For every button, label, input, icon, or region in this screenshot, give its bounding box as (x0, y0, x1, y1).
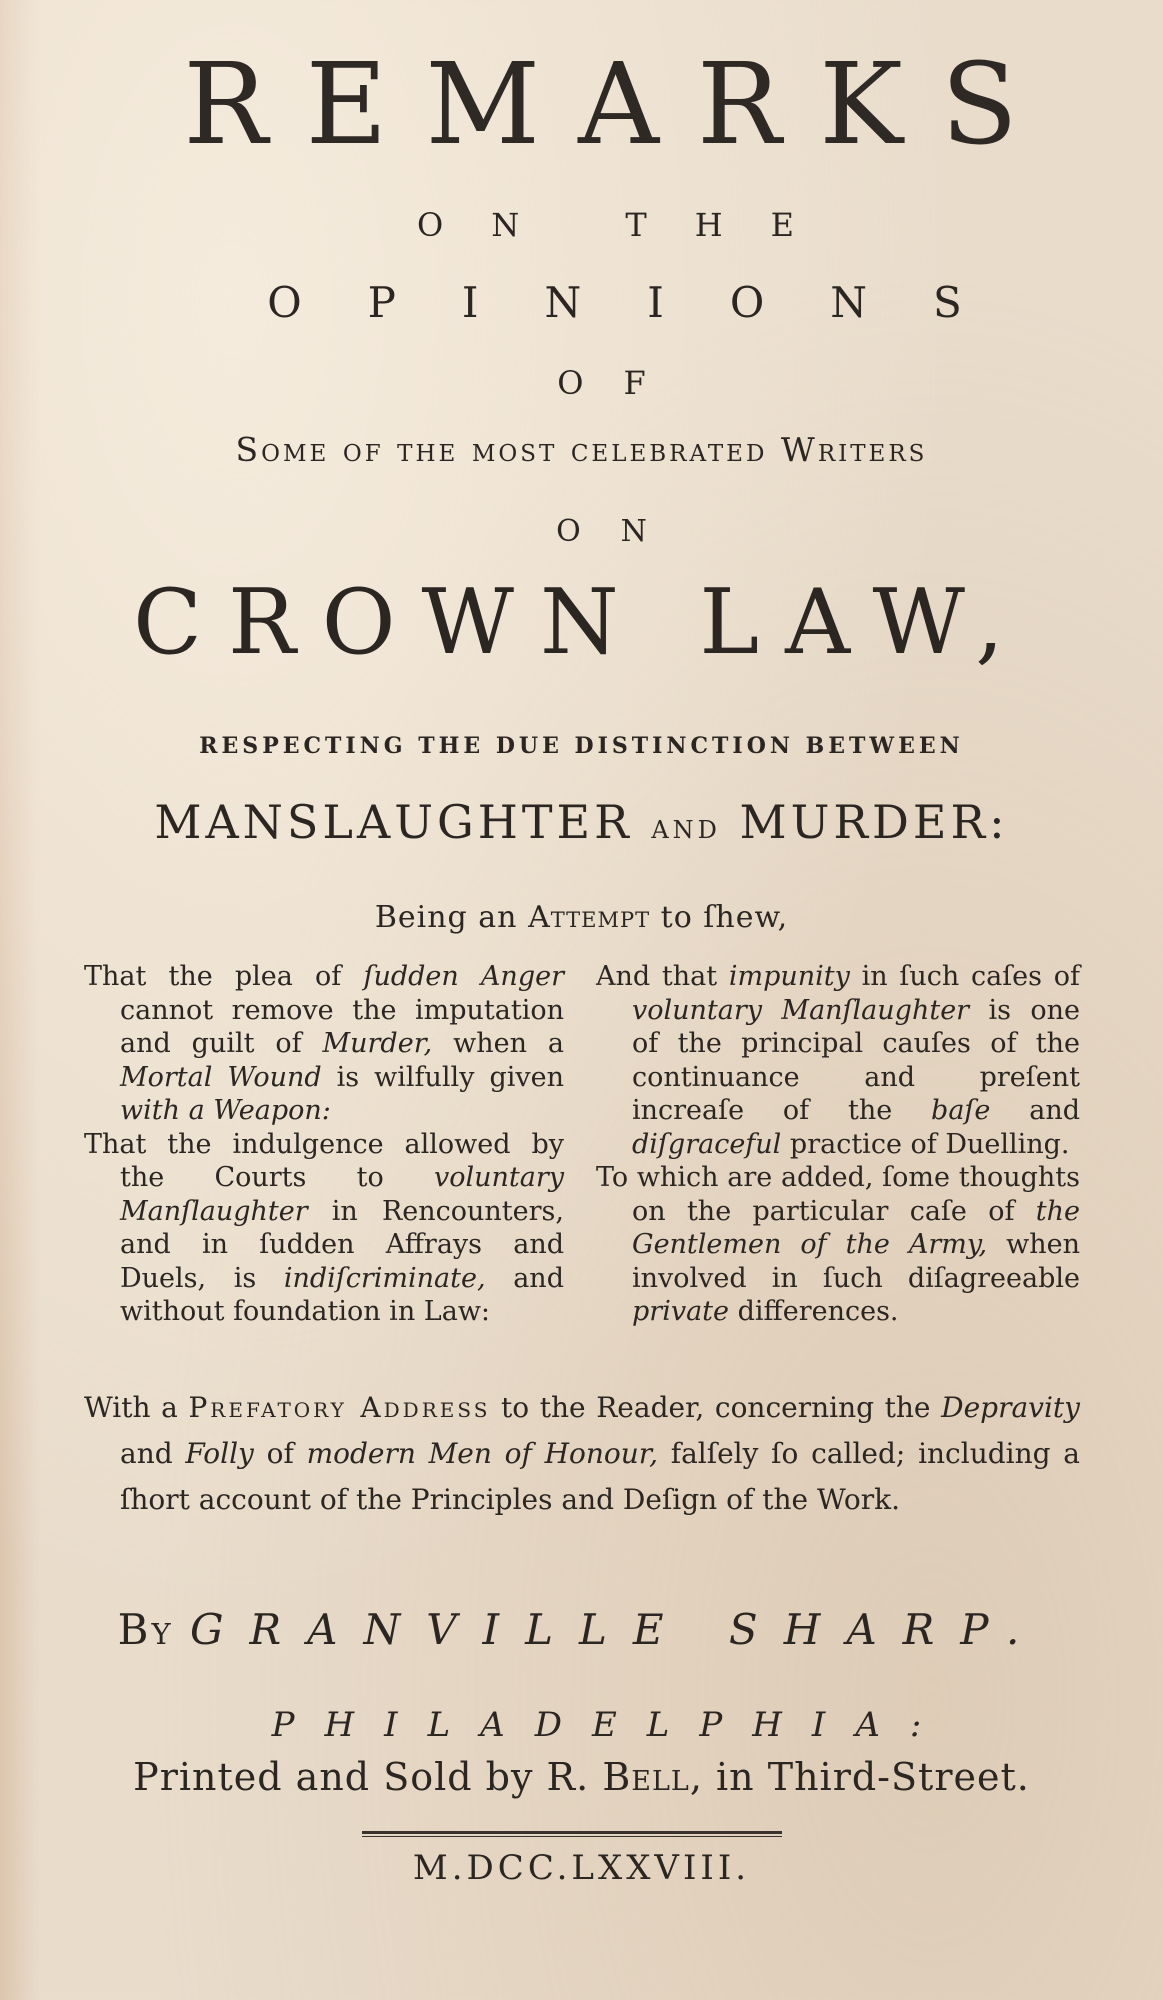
place-line: PHILADELPHIA: (271, 1705, 952, 1745)
right-column (596, 960, 1080, 1329)
date-line: M.DCC.LXXVIII. (412, 1848, 751, 1888)
respecting-line: RESPECTING THE DUE DISTINCTION BETWEEN (199, 733, 964, 759)
attempt-word: Attempt (528, 900, 651, 935)
author-name: GRANVILLE SHARP. (189, 1605, 1046, 1654)
manslaughter-word: MANSLAUGHTER (154, 795, 633, 849)
printer-line: Printed and Sold by R. Bell, in Third-Street. (133, 1755, 1030, 1799)
printer-name: Bell, (602, 1755, 703, 1799)
being-line (0, 900, 1163, 935)
left-column (84, 960, 564, 1329)
manslaughter-murder-line (0, 795, 1163, 849)
right-paragraph-1: And that impunity in ſuch caſes of voluntary Manſlaughter is one of the principal cauſes of the continuance and preſent increaſe of the baſe and diſgraceful practice of Duelling. (596, 961, 1080, 1160)
and-word: and (651, 807, 721, 847)
writers-line: Some of the most celebrated Writers (235, 430, 928, 469)
being-pre: Being an (374, 900, 518, 935)
of-line: OF (557, 364, 686, 402)
on-line: ON (556, 514, 687, 549)
author-line (0, 1605, 1163, 1654)
being-post: to ſhew, (660, 900, 789, 935)
by-word: By (117, 1605, 174, 1654)
prefatory-paragraph: With a Prefatory Address to the Reader, concerning the Depravity and Folly of modern Men of Honour, falſely ſo called; including a ſhort account of the Principles and Deſign of the Work. (84, 1391, 1080, 1516)
crown-law-heading: CROWN LAW, (133, 570, 1030, 675)
murder-word: MURDER: (739, 795, 1009, 849)
decorative-rule (362, 1831, 782, 1837)
left-paragraph-2: That the indulgence allowed by the Courts to voluntary Manſlaughter in Rencounters, and in ſudden Affrays and Duels, is indiſcriminate, and without foundation in Law: (84, 1128, 564, 1327)
opinions-line: OPINIONS (267, 278, 1028, 327)
right-paragraph-2: To which are added, ſome thoughts on the particular caſe of the Gentlemen of the Army, when involved in ſuch diſagreeable private differences. (596, 1162, 1080, 1327)
title: REMARKS (183, 40, 1056, 170)
on-the-line: ON THE (416, 206, 842, 244)
left-paragraph-1: That the plea of ſudden Anger cannot remove the imputation and guilt of Murder, when a Mortal Wound is wilfully given with a Weapon: (84, 961, 564, 1126)
